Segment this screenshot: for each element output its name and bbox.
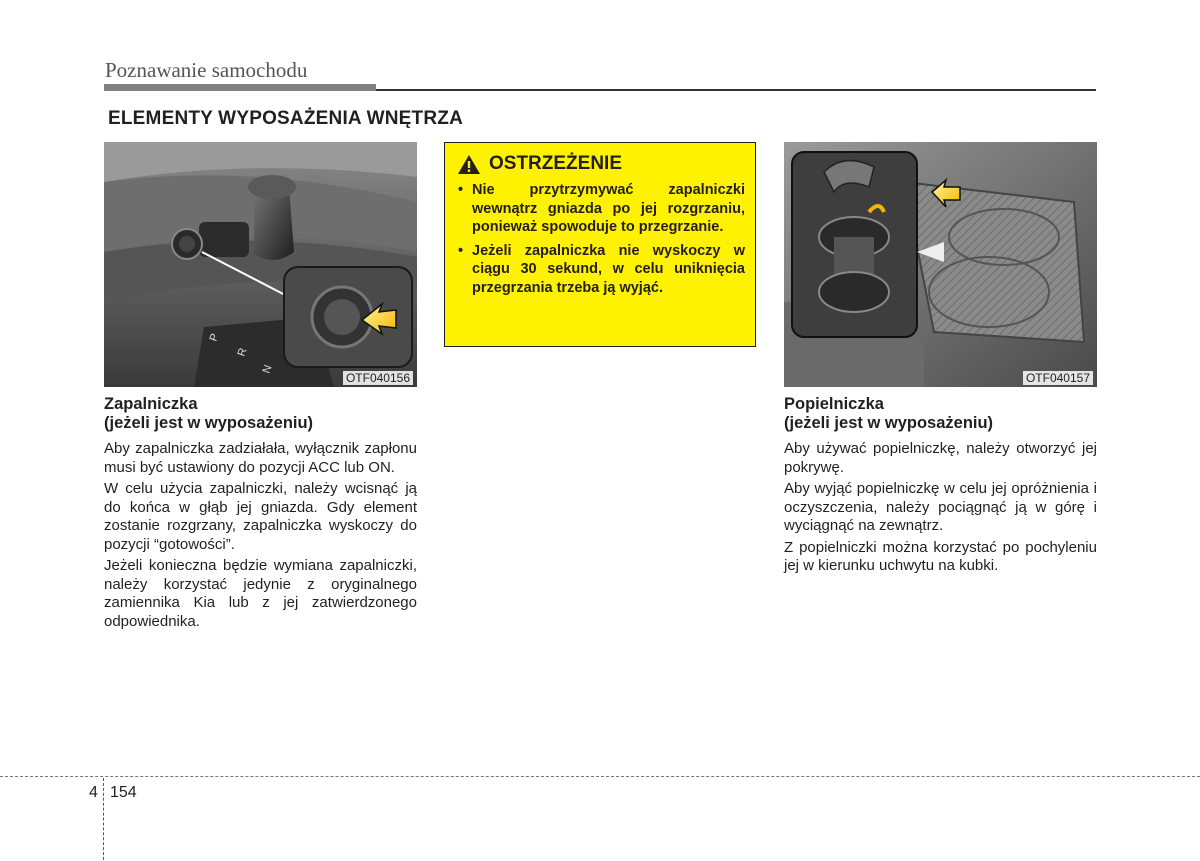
ashtray-heading-line2: (jeżeli jest w wyposażeniu) (784, 414, 994, 432)
svg-text:N: N (260, 363, 275, 376)
ashtray-illustration (784, 142, 1097, 387)
lighter-heading-line2: (jeżeli jest w wyposażeniu) (104, 414, 314, 432)
warning-item: • Jeżeli zapalniczka nie wyskoczy w ciągu 30 sekund, w celu uniknięcia przegrzania trzeba ją wyjąć. (455, 242, 745, 298)
lighter-heading-line1: Zapalniczka (104, 395, 198, 413)
chapter-number: 4 (89, 784, 98, 801)
lighter-body (104, 440, 417, 634)
ashtray-paragraph: Aby wyjąć popielniczkę w celu jej opróżnienia i oczyszczenia, należy pociągnąć ją w górę i wyciągnąć na zewnątrz. (784, 480, 1097, 534)
svg-text:R: R (235, 346, 250, 359)
header-rule-thick (104, 84, 376, 91)
ashtray-heading-line1: Popielniczka (784, 395, 884, 413)
figure-code: OTF040156 (343, 371, 413, 385)
lighter-heading (104, 395, 417, 433)
lighter-illustration (104, 142, 417, 387)
lighter-figure (104, 142, 417, 387)
lighter-paragraph: Aby zapalniczka zadziałała, wyłącznik zapłonu musi być ustawiony do pozycji ACC lub ON. (104, 440, 417, 476)
svg-text:P: P (207, 332, 222, 344)
ashtray-body (784, 440, 1097, 579)
running-header: Poznawanie samochodu (105, 58, 308, 82)
warning-heading (457, 153, 745, 175)
warning-triangle-icon (457, 154, 481, 175)
header-rule-thin (376, 89, 1096, 91)
page-number: 154 (110, 784, 137, 801)
ashtray-paragraph: Z popielniczki można korzystać po pochyleniu jej w kierunku uchwytu na kubki. (784, 538, 1097, 574)
warning-box (444, 142, 756, 347)
warning-item: • Nie przytrzymywać zapalniczki wewnątrz gniazda po jej rozgrzaniu, ponieważ spowoduje to przegrzanie. (455, 181, 745, 237)
ashtray-heading (784, 395, 1097, 433)
footer-rule (0, 776, 1200, 777)
section-title: ELEMENTY WYPOSAŻENIA WNĘTRZA (108, 108, 463, 129)
ashtray-paragraph: Aby używać popielniczkę, należy otworzyć jej pokrywę. (784, 440, 1097, 476)
lighter-paragraph: W celu użycia zapalniczki, należy wcisnąć ją do końca w głąb jej gniazda. Gdy element zostanie rozgrzany, zapalniczka wyskoczy do pozycji “gotowości”. (104, 480, 417, 553)
figure-code: OTF040157 (1023, 371, 1093, 385)
footer-divider (103, 778, 104, 860)
warning-title: OSTRZEŻENIE (489, 153, 623, 174)
ashtray-figure (784, 142, 1097, 387)
lighter-paragraph: Jeżeli konieczna będzie wymiana zapalniczki, należy korzystać jedynie z oryginalnego zamiennika Kia lub z jej zatwierdzonego odpowiednika. (104, 557, 417, 630)
warning-list (455, 181, 745, 297)
